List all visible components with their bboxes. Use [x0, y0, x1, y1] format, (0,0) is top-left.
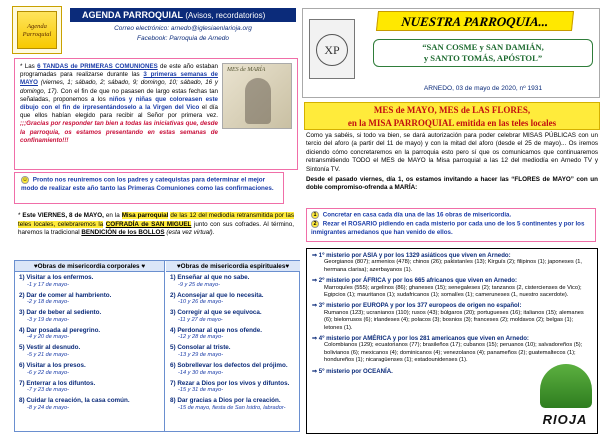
obra-dates: -13 y 29 de mayo- — [178, 351, 224, 358]
obra-title: 6) Visitar a los presos. — [19, 361, 86, 369]
obra-title: 7) Enterrar a los difuntos. — [19, 379, 96, 387]
misterio-heading: ⇒ 5º misterio por OCEANÍA. — [312, 367, 393, 375]
obra-item — [170, 380, 296, 395]
obras-espirituales — [166, 261, 300, 431]
rioja-logo — [532, 364, 598, 434]
chi-rho-emblem — [309, 19, 355, 79]
obra-dates: -15 de mayo, fiesta de San Isidro, labrador- — [178, 404, 286, 411]
obras-espirituales-heading: ♥Obras de misericordia espirituales♥ — [166, 261, 300, 272]
misterio-list: Marroquíes (555); argelinos (86); ghaneses (15); senegaleses (2); tanzanos (2, cistercienses de Vico); Egipcios (1); mauritanos (1); sudafricanos (1); somalíes (1); cameruneses (1, nuestro sacerdote). — [324, 284, 582, 299]
obra-dates: -3 y 19 de mayo- — [27, 316, 69, 323]
obra-item — [170, 309, 296, 324]
obra-item — [170, 327, 296, 342]
obra-dates: -7 y 23 de mayo- — [27, 387, 69, 394]
obra-dates: -11 y 27 de mayo- — [178, 316, 223, 323]
agenda-subtitle: (Avisos, recordatorios) — [185, 11, 266, 20]
obra-dates: -2 y 18 de mayo- — [27, 299, 69, 306]
virgin-figure-icon — [245, 78, 271, 124]
misterio-item — [312, 335, 592, 365]
misterio-list: Rumanos (123); ucranianos (110); rusos (43); búlgaros (20); portugueses (16); italianos (15); alemanes (6); bielorrusos (6); irlandeses (4); polacos (3); bosnios (3); franceses (2); moldavos (2); belgas (1); letones (1). — [324, 309, 584, 331]
image-caption: MES de MARÍA — [227, 67, 266, 73]
mes-de-mayo-banner: MES de MAYO, MES de LAS FLORES, en la MISA PARROQUIAL emitida en las teles locales — [304, 102, 600, 130]
obra-dates: -9 y 25 de mayo- — [178, 281, 220, 288]
rioja-logo-text: RIOJA — [542, 412, 588, 427]
obra-item — [19, 292, 160, 307]
misterio-heading: ⇒ 1º misterio por ASIA y por los 1329 asiáticos que viven en Arnedo: — [312, 252, 511, 259]
reunion-notice — [14, 172, 284, 204]
parroquia-title: NUESTRA PARROQUIA... — [376, 11, 574, 31]
obra-item — [19, 274, 160, 289]
misterio-item — [312, 252, 592, 274]
obras-corporales — [15, 261, 165, 431]
obra-title: 1) Visitar a los enfermos. — [19, 274, 94, 281]
obra-dates: -15 y 31 de mayo- — [178, 387, 224, 394]
obra-title: 4) Dar posada al peregrino. — [19, 326, 101, 334]
obras-corporales-heading: ♥Obras de misericordia corporales ♥ — [15, 261, 164, 272]
smile-icon: ☺ — [22, 177, 28, 183]
misterio-heading: ⇒ 2º misterio por ÁFRICA y por los 665 africanos que viven en Arnedo: — [312, 277, 517, 285]
obra-title: 3) Dar de beber al sediento. — [19, 309, 102, 317]
misterio-list: Georgianos (807); armenios (478); chinos (26); pakistaníes (13); Kirguís (2); filipinos (1); japoneses (1, hermana clarisa); azerbayanos (1). — [324, 259, 582, 273]
obra-item — [170, 292, 296, 307]
obra-dates: -10 y 26 de mayo- — [178, 299, 224, 306]
obra-title: 2) Dar de comer al hambriento. — [19, 291, 112, 299]
obra-title: 4) Perdonar al que nos ofende. — [170, 326, 263, 334]
issue-date: ARNEDO, 03 de mayo de 2020, nº 1931 — [423, 85, 543, 92]
number-2-icon: 2 — [311, 220, 319, 228]
reunion-text: Pronto nos reuniremos con los padres y catequistas para determinar el mejor modo de realizar este año tanto las Primeras Comuniones como las confirmaciones. — [21, 176, 274, 192]
obra-title: 8) Dar gracias a Dios por la creación. — [170, 397, 281, 405]
facebook-line: Facebook: Parroquia de Arnedo — [137, 35, 229, 42]
obra-item — [170, 274, 296, 289]
compromiso-1: 1 Concretar en casa cada día una de las 16 obras de misericordia. — [311, 211, 591, 220]
comuniones-text: * Las 6 TANDAS de PRIMERAS COMUNIONES de este año estaban programadas para realizarse durante las 3 primeras semanas de MAYO (viernes, 1; sábado, 2; sábado, 9; domingo, 10; sábado, 16 y domingo, 17). Con el fin de que no pasasen de largo estas fechas tan señaladas, proponemos a los niños y niñas que coloreasen este dibujo con el fin de irpresentándoselo a la Virgen del Vico el día que ellos habían elegido para recibir al Señor por primera vez. ;;;Gracias por responder tan bien a todas las iniciativas que, desde la parroquia, os estamos presentando en estas semanas de confinamiento!!! — [20, 63, 218, 144]
misterio-heading: ⇒ 4º misterio por AMÉRICA y por los 281 americanos que viven en Arnedo: — [312, 335, 529, 343]
obra-item — [19, 344, 160, 359]
obra-item — [170, 362, 296, 377]
obra-dates: -1 y 17 de mayo- — [27, 281, 69, 288]
misterio-heading: ⇒ 3º misterio por EUROPA y por los 377 europeos de origen no español: — [312, 302, 522, 310]
obra-title: 6) Sobrellevar los defectos del prójimo. — [170, 361, 288, 369]
email-line: Correo electrónico: arnedo@iglesiaenlarioja.org — [114, 25, 252, 32]
obra-item — [19, 380, 160, 395]
parroquia-names: “SAN COSME y SAN DAMIÁN, y SANTO TOMÁS, APÓSTOL” — [373, 39, 593, 67]
misterio-list: Colombianos (129); ecuatorianos (77); brasileños (17); cubanos (15); peruanos (10); salvadoreños (5); bolivianos (6); mexicanos (4); dominicanos (4); venezolanos (4); panameños (2); guatemaltecos (1); hondureños (1); nicaragüenses (1); estadounidenses (1). — [324, 342, 583, 364]
obras-espirituales-list — [166, 272, 300, 417]
obra-title: 5) Vestir al desnudo. — [19, 344, 81, 352]
obras-corporales-list — [15, 272, 164, 417]
mes-de-maria-image — [222, 63, 292, 129]
compromiso-2: 2 Rezar el ROSARIO pidiendo en cada misterio por cada uno de los 5 continentes y por los inmigrantes arnedanos que han venido de ellos. — [311, 220, 585, 236]
agenda-logo — [12, 6, 62, 54]
obra-dates: -5 y 21 de mayo- — [27, 351, 69, 358]
obra-dates: -12 y 28 de mayo- — [178, 334, 224, 341]
intro-paragraph-2: Desde el pasado viernes, día 1, os estamos invitando a hacer las “FLORES de MAYO” con un doble compromiso-ofrenda a MARÍA: — [306, 176, 598, 192]
agenda-title-bar — [70, 8, 296, 22]
intro-paragraph-1: Como ya sabéis, si todo va bien, se dará autorización para poder celebrar MISAS PÚBLICAS con un tercio del aforo (a partir del 11 de mayo) y con la mitad del aforo (desde el 25 de mayo)... Os iremos diciendo cómo concretaremos en la parroquia esto pero sí que os comunicamos que continuaremos retransmitiendo TODO el MES de MAYO la Misa parroquial a las 12 del mediodía en Arnedo TV y Sintonía TV. — [306, 132, 598, 173]
obra-title: 5) Consolar al triste. — [170, 344, 231, 352]
misterio-item — [312, 302, 592, 332]
obra-title: 2) Aconsejar al que lo necesita. — [170, 291, 264, 299]
obra-item — [19, 327, 160, 342]
obra-dates: -8 y 24 de mayo- — [27, 404, 69, 411]
agenda-title: AGENDA PARROQUIAL — [82, 10, 183, 20]
obra-item — [170, 397, 296, 412]
number-1-icon: 1 — [311, 211, 319, 219]
rioja-leaf-icon — [540, 364, 592, 408]
obra-item — [19, 397, 160, 412]
obra-title: 1) Enseñar al que no sabe. — [170, 274, 250, 281]
san-miguel-notice: * Este VIERNES, 8 de MAYO, en la Misa parroquial de las 12 del mediodía retransmitida por las teles locales, celebraremos la COFRADÍA de SAN MIGUEL junto con sus cofrades. Al término, haremos la tradicional BENDICIÓN de los BOLLOS (esta vez virtual). — [18, 212, 295, 237]
obra-item — [170, 344, 296, 359]
mayo-intro — [306, 132, 598, 195]
parroquia-header — [302, 8, 600, 98]
obra-dates: -4 y 20 de mayo- — [27, 334, 69, 341]
misterio-item — [312, 277, 592, 299]
obra-item — [19, 309, 160, 324]
obra-title: 7) Rezar a Dios por los vivos y difuntos. — [170, 379, 290, 387]
obra-dates: -6 y 22 de mayo- — [27, 369, 69, 376]
obra-dates: -14 y 30 de mayo- — [178, 369, 224, 376]
agenda-header — [12, 6, 298, 56]
obra-title: 3) Corregir al que se equivoca. — [170, 309, 262, 317]
compromisos-box — [306, 208, 596, 242]
obras-table — [14, 260, 300, 432]
chi-rho-icon: XP — [316, 34, 348, 66]
comuniones-box — [14, 58, 298, 170]
obra-title: 8) Cuidar la creación, la casa común. — [19, 397, 130, 405]
obra-item — [19, 362, 160, 377]
agenda-logo-text: Agenda Parroquial — [17, 11, 57, 49]
